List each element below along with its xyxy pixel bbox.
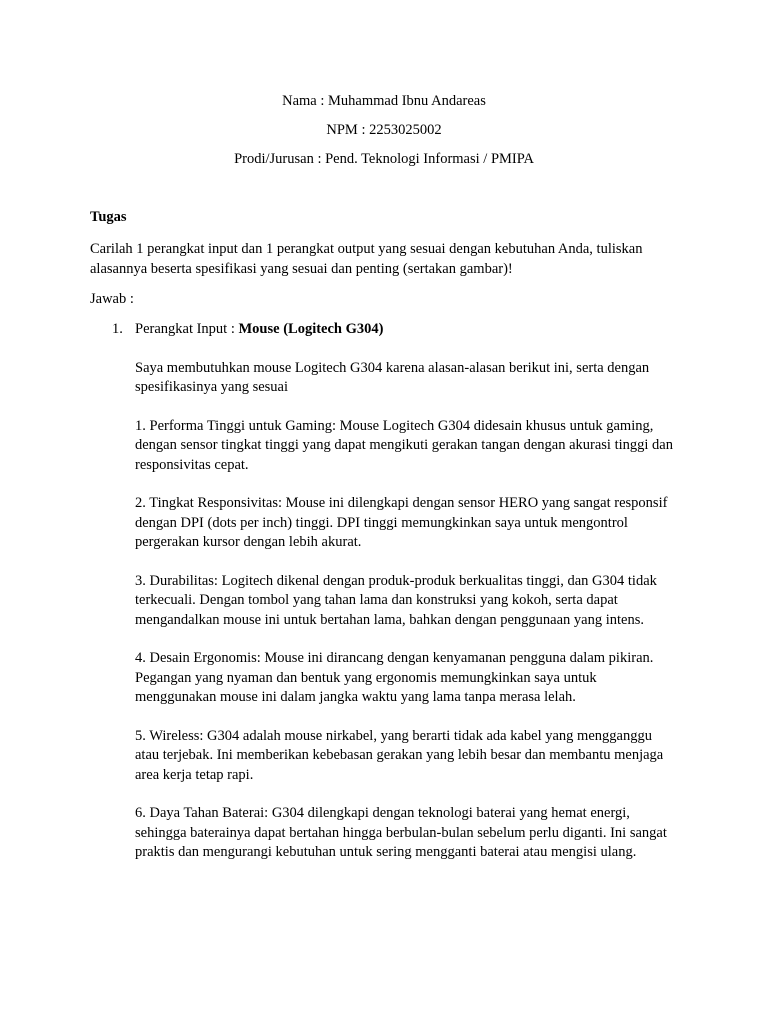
item-number: 1. (112, 321, 123, 337)
reason-point: 4. Desain Ergonomis: Mouse ini dirancang dengan kenyamanan pengguna dalam pikiran. Pegangan yang nyaman dan bentuk yang ergonomis memungkinkan saya untuk menggunakan mouse ini dalam jangka waktu yang lama tanpa merasa lelah. (135, 650, 654, 705)
item-label (135, 320, 383, 340)
task-instruction: Carilah 1 perangkat input dan 1 perangkat output yang sesuai dengan kebutuhan Anda, tuliskan alasannya beserta spesifikasi yang sesuai dan penting (sertakan gambar)! (90, 241, 643, 277)
answer-label: Jawab : (90, 291, 134, 307)
student-npm: NPM : 2253025002 (326, 122, 442, 138)
answer-item-1 (90, 320, 690, 863)
reason-point: 2. Tingkat Responsivitas: Mouse ini dilengkapi dengan sensor HERO yang sangat responsif dengan DPI (dots per inch) tinggi. DPI tinggi memungkinkan saya untuk mengontrol pergerakan kursor dengan lebih akurat. (135, 495, 668, 550)
section-title: Tugas (90, 209, 127, 225)
reason-point: 3. Durabilitas: Logitech dikenal dengan produk-produk berkualitas tinggi, dan G304 tidak terkecuali. Dengan tombol yang tahan lama dan konstruksi yang kokoh, serta dapat mengandalkan mouse ini untuk bertahan lama, bahkan dengan penggunaan yang intens. (135, 572, 657, 628)
item-device-name: Mouse (Logitech G304) (238, 321, 384, 337)
student-prodi: Prodi/Jurusan : Pend. Teknologi Informasi / PMIPA (234, 151, 534, 167)
student-name: Nama : Muhammad Ibnu Andareas (282, 93, 486, 109)
item-heading (90, 320, 690, 340)
reason-point: 1. Performa Tinggi untuk Gaming: Mouse Logitech G304 didesain khusus untuk gaming, dengan sensor tingkat tinggi yang dapat mengikuti gerakan tangan dengan akurasi tinggi dan responsivitas cepat. (135, 417, 673, 473)
item-intro: Saya membutuhkan mouse Logitech G304 karena alasan-alasan berikut ini, serta dengan spesifikasinya yang sesuai (135, 359, 650, 395)
reason-point: 5. Wireless: G304 adalah mouse nirkabel, yang berarti tidak ada kabel yang mengganggu atau terjebak. Ini memberikan kebebasan gerakan yang lebih besar dan membantu menjaga area kerja tetap rapi. (135, 727, 664, 783)
reason-point: 6. Daya Tahan Baterai: G304 dilengkapi dengan teknologi baterai yang hemat energi, sehingga baterainya dapat bertahan hingga berbulan-bulan sebelum perlu diganti. Ini sangat praktis dan mengurangi kebutuhan untuk sering mengganti baterai atau mengisi ulang. (135, 805, 667, 860)
item-label-prefix: Perangkat Input : (135, 321, 239, 337)
identity-header (0, 91, 768, 178)
